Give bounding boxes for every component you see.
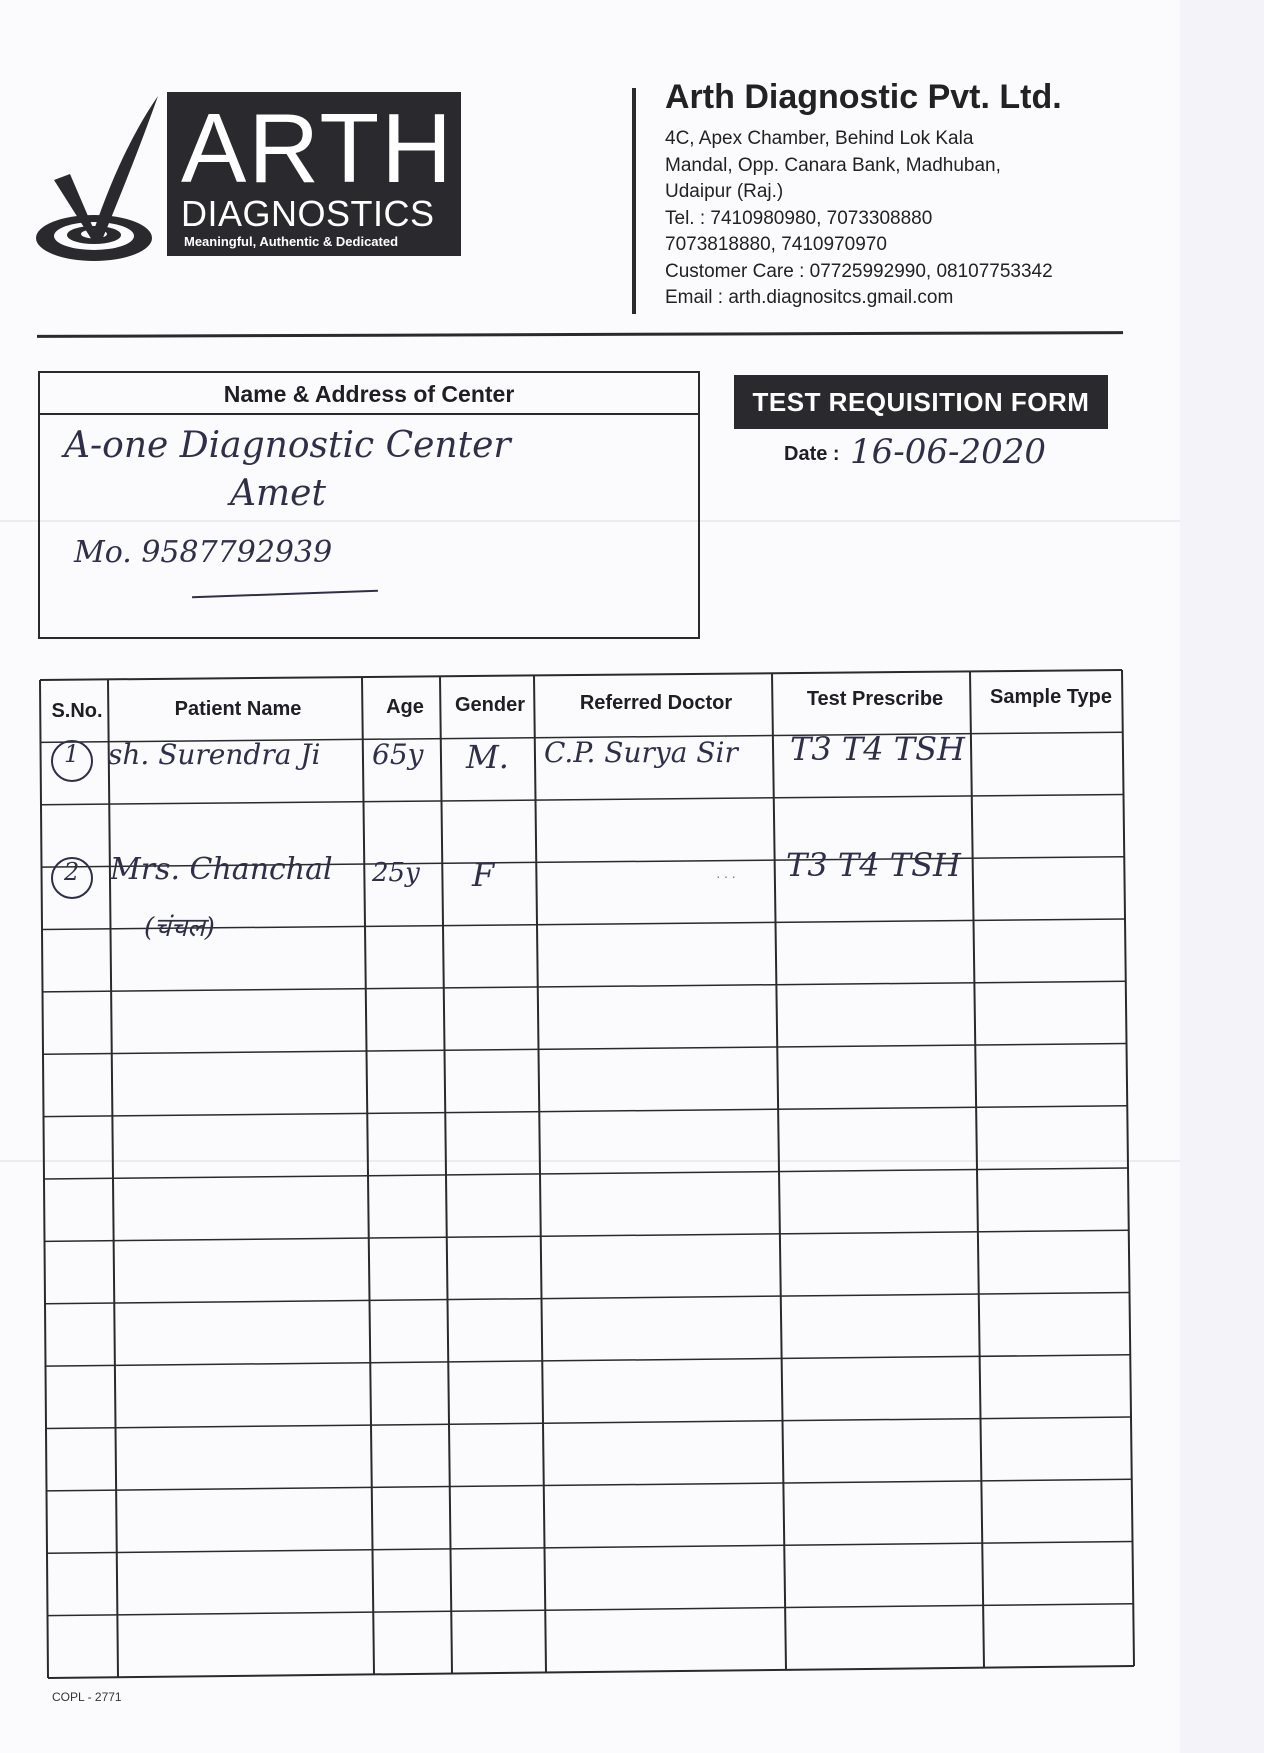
center-box-heading: Name & Address of Center [40, 373, 698, 415]
table-border-bottom [48, 1666, 1134, 1678]
row-test-prescribe: T3 T4 TSH [786, 846, 961, 884]
table-row-divider [45, 1230, 1129, 1241]
customer-care-line: Customer Care : 07725992990, 08107753342 [665, 260, 1053, 282]
table-row-divider [48, 1604, 1134, 1616]
row-test-prescribe: T3 T4 TSH [790, 730, 965, 768]
row-serial: 2 [64, 858, 80, 886]
row-referred-doctor: C.P. Surya Sir [544, 736, 738, 769]
center-city-handwritten: Amet [230, 473, 326, 514]
table-row-divider [46, 1355, 1131, 1366]
phone-line: Tel. : 7410980980, 7073308880 [665, 207, 933, 229]
header-gender: Gender [454, 694, 526, 716]
row-patient-name-hindi: (चंचल) [144, 913, 215, 943]
date-value: 16-06-2020 [850, 432, 1047, 472]
row-age: 65y [372, 738, 424, 771]
table-row-divider [44, 1168, 1128, 1179]
row-patient-name: Mrs. Chanchal [110, 852, 333, 887]
center-mobile-handwritten: Mo. 9587792939 [74, 535, 333, 570]
logo-wordmark: ARTH [181, 93, 455, 203]
stray-dots: ··· [716, 868, 739, 884]
logo-subtitle: DIAGNOSTICS [181, 193, 435, 234]
header-sno: S.No. [51, 700, 103, 722]
header-sample-type: Sample Type [990, 686, 1112, 708]
center-name-handwritten: A-one Diagnostic Center [64, 425, 511, 466]
table-row-divider [47, 1542, 1133, 1554]
email-line: Email : arth.diagnositcs.gmail.com [665, 287, 954, 308]
row-gender: M. [466, 738, 509, 776]
header-test-prescribe: Test Prescribe [806, 688, 944, 710]
logo-tagline: Meaningful, Authentic & Dedicated [184, 234, 399, 249]
table-row-divider [46, 1417, 1131, 1429]
table-row-divider [43, 981, 1126, 992]
date-label: Date : [784, 443, 840, 465]
form-title: TEST REQUISITION FORM [734, 375, 1108, 429]
row-patient-name: sh. Surendra Ji [108, 738, 321, 771]
header-patient-name: Patient Name [174, 698, 302, 720]
address-line: Mandal, Opp. Canara Bank, Madhuban, [665, 154, 1001, 176]
row-age: 25y [372, 858, 420, 888]
address-line: 4C, Apex Chamber, Behind Lok Kala [665, 128, 974, 149]
phone-line: 7073818880, 7410970970 [665, 234, 887, 255]
table-row-divider [47, 1479, 1132, 1491]
table-row-divider [44, 1106, 1128, 1117]
table-row-divider [45, 1293, 1130, 1304]
table-border-top [40, 670, 1122, 680]
header-age: Age [386, 696, 424, 718]
row-gender: F [472, 856, 495, 894]
form-code: COPL - 2771 [52, 1690, 122, 1704]
header-referred-doctor: Referred Doctor [579, 692, 733, 714]
table-row-divider [43, 1044, 1127, 1055]
table-row-divider [41, 795, 1124, 805]
address-line: Udaipur (Raj.) [665, 181, 784, 202]
row-serial: 1 [64, 740, 80, 768]
company-name: Arth Diagnostic Pvt. Ltd. [665, 78, 1062, 116]
